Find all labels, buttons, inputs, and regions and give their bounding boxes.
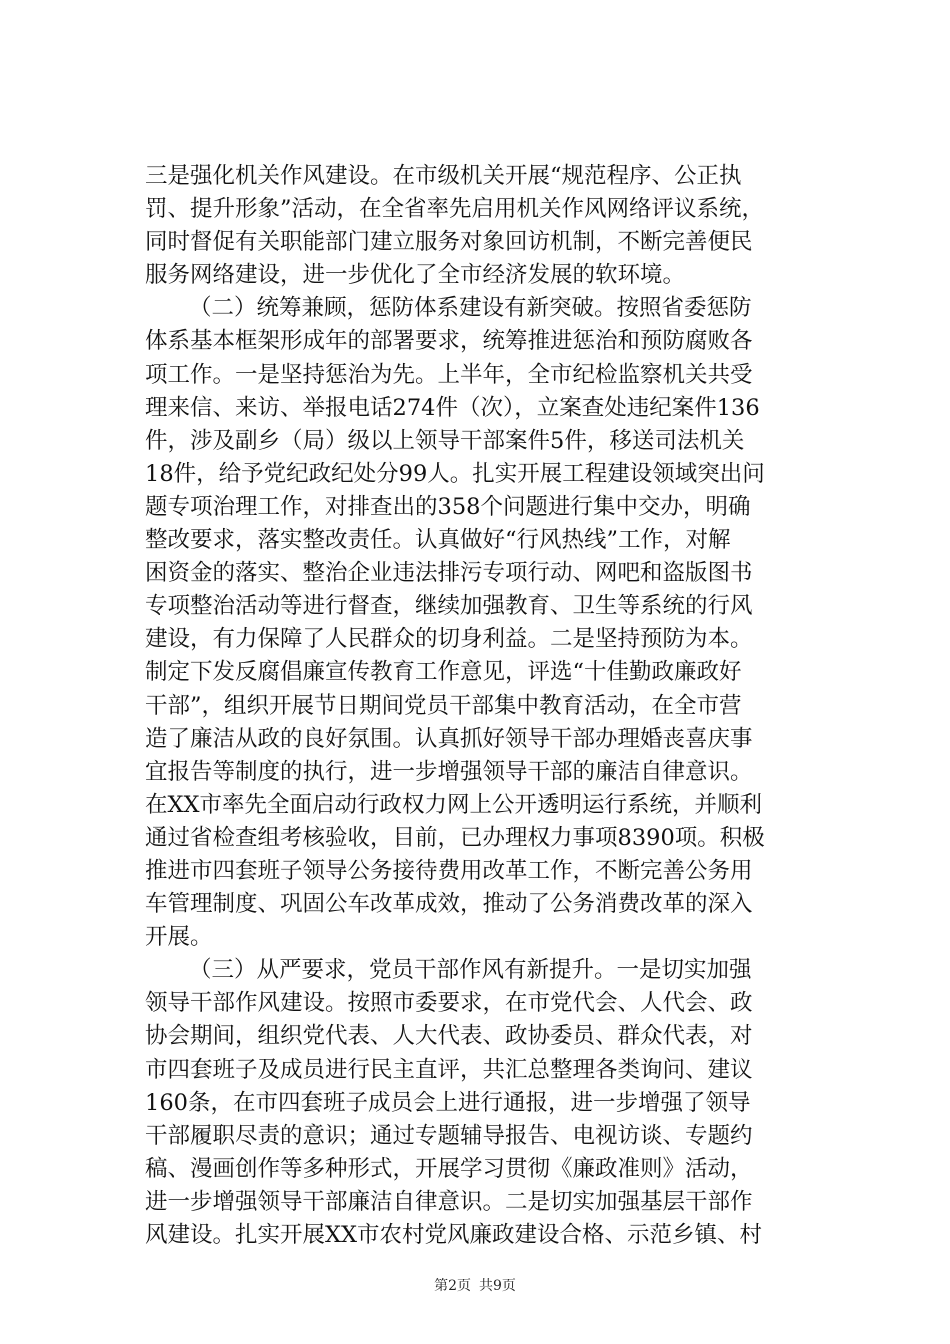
text-line: 干部履职尽责的意识；通过专题辅导报告、电视访谈、专题约 — [145, 1122, 753, 1149]
page-footer — [0, 1275, 950, 1295]
text-line: 困资金的落实、整治企业违法排污专项行动、网吧和盗版图书 — [145, 560, 753, 587]
text-line: 领导干部作风建设。按照市委要求，在市党代会、人代会、政 — [145, 990, 753, 1017]
text-line: 18件，给予党纪政纪处分99人。扎实开展工程建设领域突出问 — [145, 460, 765, 487]
text-line: 协会期间，组织党代表、人大代表、政协委员、群众代表，对 — [145, 1023, 753, 1050]
text-line: 建设，有力保障了人民群众的切身利益。二是坚持预防为本。 — [145, 626, 753, 653]
text-line: 造了廉洁从政的良好氛围。认真抓好领导干部办理婚丧喜庆事 — [145, 725, 753, 752]
text-line: 通过省检查组考核验收，目前，已办理权力事项8390项。积极 — [145, 824, 765, 851]
text-line: 宜报告等制度的执行，进一步增强领导干部的廉洁自律意识。 — [145, 758, 753, 785]
text-line: 体系基本框架形成年的部署要求，统筹推进惩治和预防腐败各 — [145, 328, 753, 355]
text-line: （二）统筹兼顾，惩防体系建设有新突破。按照省委惩防 — [189, 295, 752, 322]
text-line: 干部”，组织开展节日期间党员干部集中教育活动，在全市营 — [145, 692, 742, 719]
text-line: 服务网络建设，进一步优化了全市经济发展的软环境。 — [145, 262, 686, 289]
text-line: 风建设。扎实开展XX市农村党风廉政建设合格、示范乡镇、村 — [145, 1222, 763, 1248]
text-line: 三是强化机关作风建设。在市级机关开展“规范程序、公正执 — [145, 163, 742, 189]
text-line: 开展。 — [145, 924, 213, 951]
page-number-current: 第2页 — [434, 1278, 471, 1294]
text-line: 进一步增强领导干部廉洁自律意识。二是切实加强基层干部作 — [145, 1188, 753, 1215]
text-line: 项工作。一是坚持惩治为先。上半年，全市纪检监察机关共受 — [145, 361, 753, 388]
text-line: 在XX市率先全面启动行政权力网上公开透明运行系统，并顺利 — [145, 791, 763, 818]
page-number-total: 共9页 — [479, 1278, 516, 1294]
text-line: 160条，在市四套班子成员会上进行通报，进一步增强了领导 — [145, 1089, 751, 1116]
text-line: 罚、提升形象”活动，在全省率先启用机关作风网络评议系统， — [145, 196, 765, 223]
text-line: 整改要求，落实整改责任。认真做好“行风热线”工作，对解 — [145, 527, 731, 554]
text-line: 车管理制度、巩固公车改革成效，推动了公务消费改革的深入 — [145, 891, 753, 918]
document-body — [145, 160, 845, 1252]
text-line: 制定下发反腐倡廉宣传教育工作意见，评选“十佳勤政廉政好 — [145, 659, 742, 686]
text-line: 专项整治活动等进行督查，继续加强教育、卫生等系统的行风 — [145, 593, 753, 620]
text-line: 推进市四套班子领导公务接待费用改革工作，不断完善公务用 — [145, 857, 753, 884]
text-line: 稿、漫画创作等多种形式，开展学习贯彻《廉政准则》活动， — [145, 1155, 753, 1182]
text-line: 件，涉及副乡（局）级以上领导干部案件5件，移送司法机关 — [145, 427, 745, 454]
text-line: 市四套班子及成员进行民主直评，共汇总整理各类询问、建议 — [145, 1056, 753, 1083]
text-line: 题专项治理工作，对排查出的358个问题进行集中交办，明确 — [145, 493, 751, 520]
text-line: 理来信、来访、举报电话274件（次），立案查处违纪案件136 — [145, 394, 760, 421]
text-line: 同时督促有关职能部门建立服务对象回访机制，不断完善便民 — [145, 229, 753, 256]
text-line: （三）从严要求，党员干部作风有新提升。一是切实加强 — [189, 957, 752, 984]
